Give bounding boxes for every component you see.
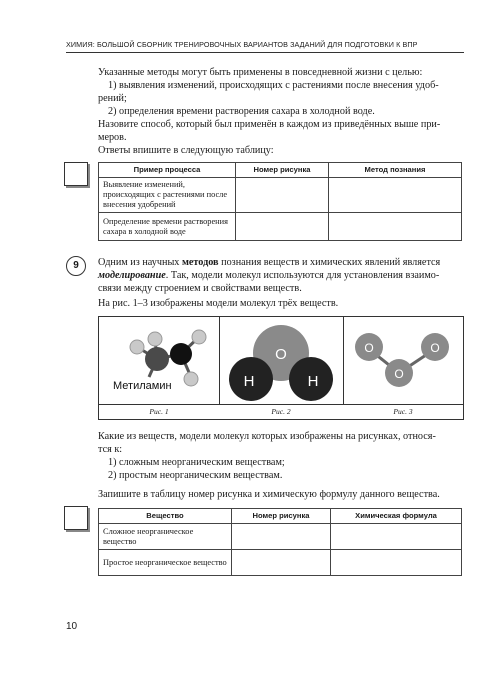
question-number: 9 [66, 256, 86, 276]
table-cell: Выявление изменений, происходящих с растениями после внесения удобрений [99, 178, 236, 213]
q9-line1: Одним из научных методов познания веществ и химических явлений является [98, 257, 441, 268]
q8-intro: Указанные методы могут быть применены в повседневной жизни с целью: [98, 67, 423, 78]
answer-cell[interactable] [232, 550, 331, 576]
caption: Рис. 3 [343, 404, 463, 419]
running-header: ХИМИЯ: БОЛЬШОЙ СБОРНИК ТРЕНИРОВОЧНЫХ ВАРИАНТОВ ЗАДАНИЙ ДЛЯ ПОДГОТОВКИ К ВПР [66, 40, 464, 53]
atom-label: O [394, 367, 404, 381]
q9-line3: связи между строением и свойствами веществ. [98, 283, 302, 294]
table-header: Номер рисунка [236, 163, 329, 178]
q9-option1: 1) сложным неорганическим веществам; [108, 457, 285, 468]
q9-option2: 2) простым неорганическим веществам. [108, 470, 283, 481]
atom-label: H [243, 373, 255, 390]
page-number: 10 [66, 621, 78, 632]
q8-item1-line1: 1) выявления изменений, происходящих с растениями после внесения удоб- [108, 80, 439, 91]
figure-3 [343, 317, 463, 419]
q9-line2: моделирование. Так, модели молекул используются для установления взаимо- [98, 270, 440, 281]
atom-label: O [430, 341, 440, 355]
table-cell: Определение времени растворения сахара в холодной воде [99, 213, 236, 241]
answer-cell[interactable] [331, 524, 462, 550]
water-model [219, 317, 343, 405]
answer-cell[interactable] [232, 524, 331, 550]
table-header: Пример процесса [99, 163, 236, 178]
answer-mark-box [64, 162, 88, 186]
caption: Рис. 2 [219, 404, 343, 419]
ozone-model [343, 317, 463, 405]
q8-answer-table [98, 162, 462, 241]
caption: Рис. 1 [99, 404, 219, 419]
atom-label: O [275, 346, 287, 363]
q8-answer-instruction: Ответы впишите в следующую таблицу: [98, 145, 274, 156]
answer-cell[interactable] [329, 213, 462, 241]
table-cell: Сложное неорганическое вещество [99, 524, 232, 550]
table-header: Вещество [99, 509, 232, 524]
table-header: Номер рисунка [232, 509, 331, 524]
figure-1 [99, 317, 220, 419]
fig1-label: Метиламин [113, 380, 172, 392]
answer-cell[interactable] [236, 213, 329, 241]
q8-item1-line2: рений; [98, 93, 127, 104]
table-header: Химическая формула [331, 509, 462, 524]
answer-cell[interactable] [236, 178, 329, 213]
q8-task-line1: Назовите способ, который был применён в каждом из приведённых выше при- [98, 119, 441, 130]
atom-label: O [364, 341, 374, 355]
q9-question-line2: тся к: [98, 444, 123, 455]
figure-2 [219, 317, 344, 419]
answer-cell[interactable] [331, 550, 462, 576]
q9-question-line1: Какие из веществ, модели молекул которых изображены на рисунках, относя- [98, 431, 436, 442]
q9-write-instruction: Запишите в таблицу номер рисунка и химическую формулу данного вещества. [98, 489, 440, 500]
atom-label: H [307, 373, 319, 390]
table-cell: Простое неорганическое вещество [99, 550, 232, 576]
q8-task-line2: меров. [98, 132, 127, 143]
answer-cell[interactable] [329, 178, 462, 213]
q9-figs-intro: На рис. 1–3 изображены модели молекул трёх веществ. [98, 298, 339, 309]
q9-answer-table [98, 508, 462, 576]
methylamine-model [99, 317, 219, 405]
figures-panel [98, 316, 464, 420]
q8-item2: 2) определения времени растворения сахара в холодной воде. [108, 106, 375, 117]
table-header: Метод познания [329, 163, 462, 178]
answer-mark-box [64, 506, 88, 530]
